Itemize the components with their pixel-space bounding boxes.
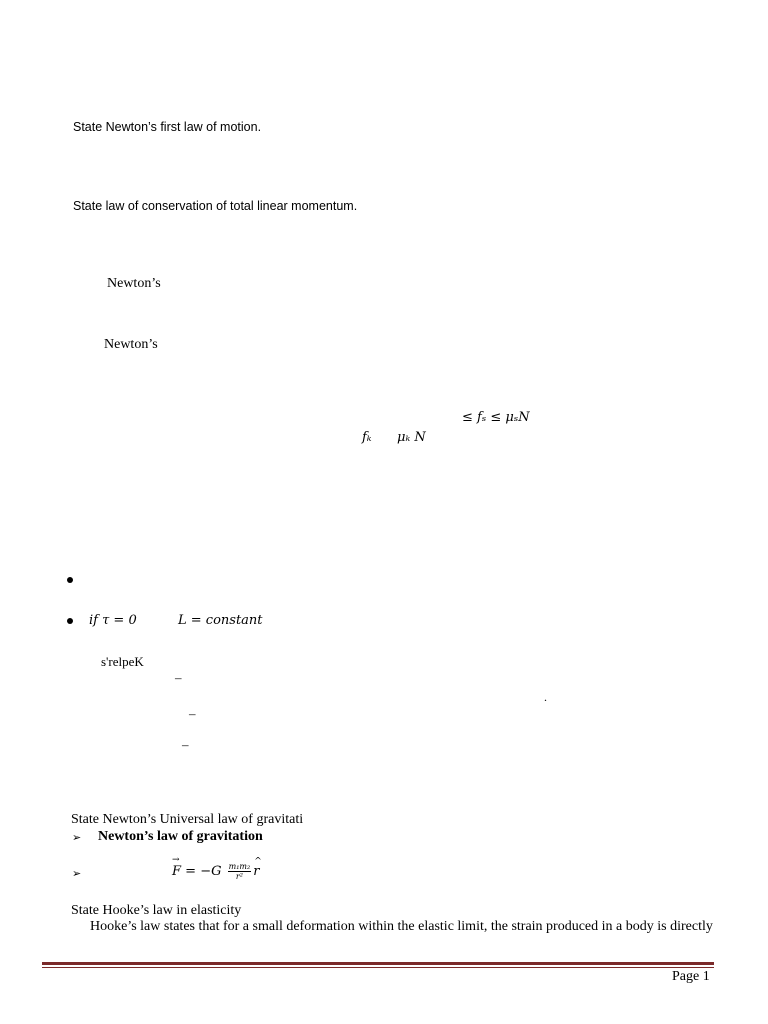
- keplers-mirrored-text: s'relpeK: [101, 654, 144, 669]
- fraction-denominator: r²: [235, 872, 243, 881]
- arrow-bullet-icon: ➢: [72, 867, 82, 880]
- bullet-icon: [67, 618, 73, 624]
- fragment-newtons-2: Newton’s: [104, 337, 158, 352]
- question-momentum-conservation: State law of conservation of total linear momentum.: [73, 199, 358, 213]
- question-newton-first-law: State Newton’s first law of motion.: [73, 120, 262, 134]
- hooke-definition: Hooke’s law states that for a small deformation within the elastic limit, the strain produced in a body is directly: [90, 919, 713, 934]
- mass-fraction: [228, 862, 252, 881]
- dash-mark: –: [182, 737, 189, 752]
- gravitation-law-title: Newton’s law of gravitation: [98, 829, 263, 844]
- footer-rule-thin: [42, 967, 714, 968]
- stray-dot: .: [544, 690, 547, 704]
- static-friction-inequality: ≤ fₛ ≤ μₛN: [462, 410, 530, 425]
- footer-rule: [42, 962, 714, 965]
- arrow-bullet-icon: ➢: [72, 831, 82, 844]
- gravitation-question: State Newton’s Universal law of gravitati: [71, 812, 304, 827]
- kinetic-friction-symbol: fₖ: [362, 430, 372, 445]
- fraction-numerator: m₁m₂: [228, 862, 251, 871]
- gravitation-formula: [172, 862, 259, 881]
- fragment-newtons-1: Newton’s: [107, 276, 161, 291]
- page-number: Page 1: [672, 969, 710, 984]
- dash-mark: –: [189, 706, 196, 721]
- unit-vector: ^ r: [253, 864, 259, 879]
- hooke-question: State Hooke’s law in elasticity: [71, 903, 242, 918]
- formula-equals: = −G: [181, 864, 226, 879]
- dash-mark: –: [175, 670, 182, 685]
- kinetic-friction-expression: μₖ N: [397, 430, 426, 445]
- angular-momentum-constant: L = constant: [178, 613, 263, 628]
- bullet-icon: [67, 577, 73, 583]
- torque-condition: if τ = 0: [89, 613, 137, 628]
- force-vector: → F: [172, 864, 181, 879]
